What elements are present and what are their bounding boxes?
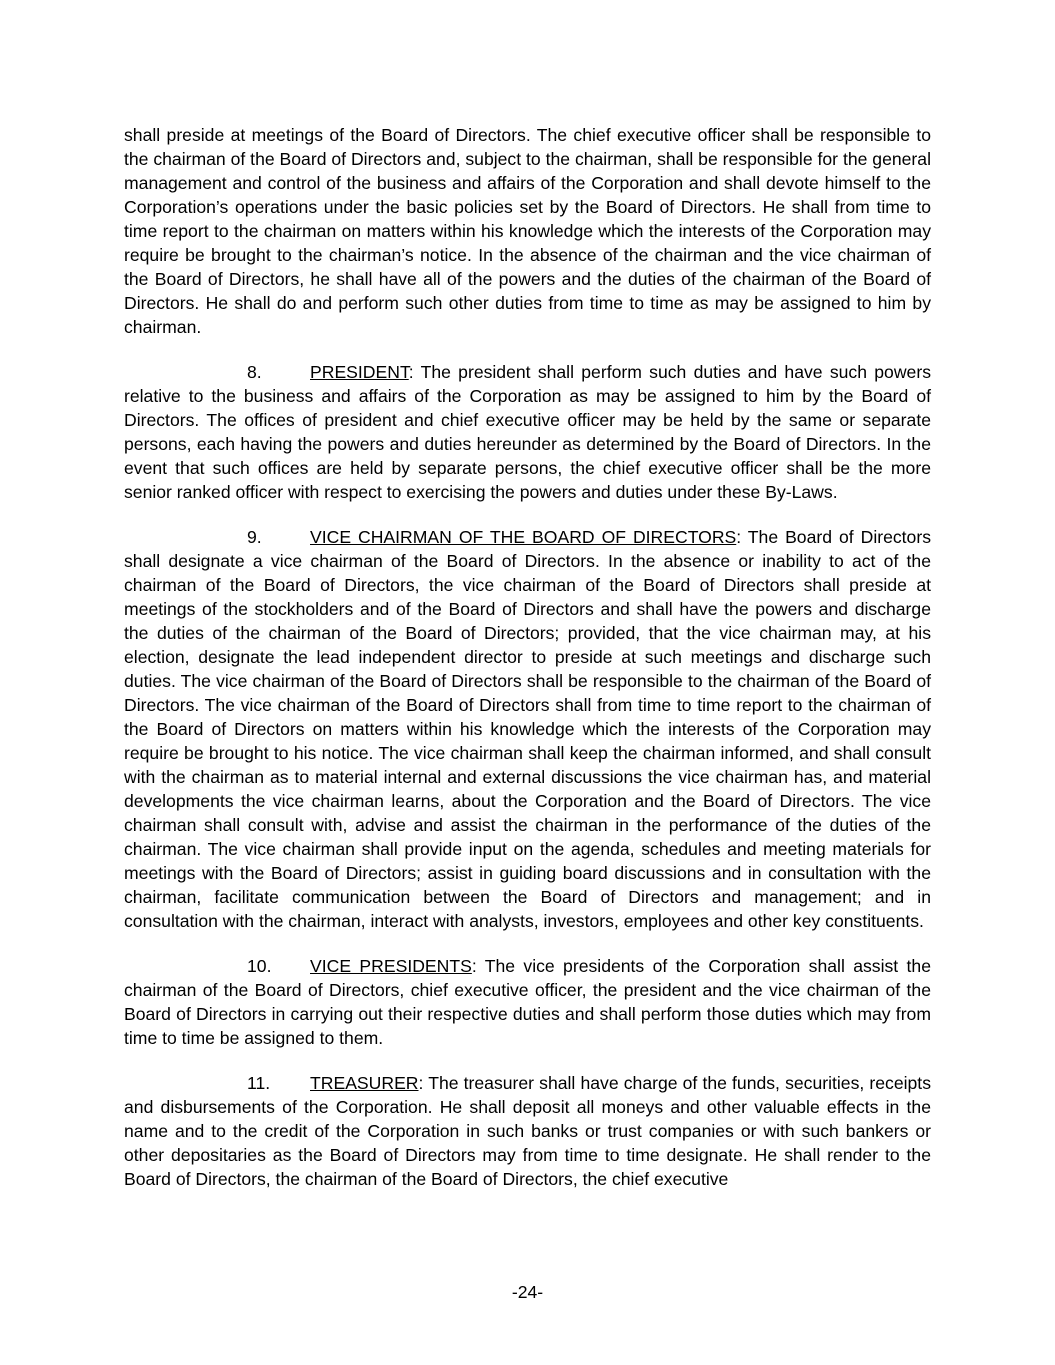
- section-text: : The Board of Directors shall designate a vice chairman of the Board of Directors. In the absence or inability to act of the chairman of the Board of Directors, the vice chairman of the Board of Directors shall preside at meetings of the stockholders and of the Board of Directors and shall have the powers and discharge the duties of the chairman of the Board of Directors; provided, that the vice chairman may, at his election, designate the lead independent director to preside at such meetings and discharge such duties. The vice chairman of the Board of Directors shall be responsible to the chairman of the Board of Directors. The vice chairman of the Board of Directors shall from time to time report to the chairman of the Board of Directors on matters within his knowledge which the interests of the Corporation may require be brought to his notice. The vice chairman shall keep the chairman informed, and shall consult with the chairman as to material internal and external discussions the vice chairman has, and material developments the vice chairman learns, about the Corporation and the Board of Directors. The vice chairman shall consult with, advise and assist the chairman in the performance of the duties of the chairman. The vice chairman shall provide input on the agenda, schedules and meeting materials for meetings with the Board of Directors; assist in guiding board discussions and in consultation with the chairman, facilitate communication between the Board of Directors and management; and in consultation with the chairman, interact with analysts, investors, employees and other key constituents.: [124, 527, 931, 931]
- section-heading: VICE PRESIDENTS: [310, 956, 472, 976]
- section-vice-chairman: [124, 525, 931, 933]
- section-number: 9.: [247, 527, 262, 547]
- section-text: : The vice presidents of the Corporation shall assist the chairman of the Board of Directors, chief executive officer, the president and the vice chairman of the Board of Directors in carrying out their respective duties and shall perform those duties which may from time to time be assigned to them.: [124, 956, 931, 1048]
- section-text: : The treasurer shall have charge of the funds, securities, receipts and disbursements of the Corporation. He shall deposit all moneys and other valuable effects in the name and to the credit of the Corporation in such banks or trust companies or with such bankers or other depositaries as the Board of Directors may from time to time designate. He shall render to the Board of Directors, the chairman of the Board of Directors, the chief executive: [124, 1073, 931, 1189]
- page-number: -24-: [511, 1282, 544, 1302]
- section-treasurer: [124, 1071, 931, 1191]
- section-heading: TREASURER: [310, 1073, 419, 1093]
- section-number: 10.: [247, 956, 272, 976]
- section-vice-presidents: [124, 954, 931, 1050]
- intro-paragraph: shall preside at meetings of the Board of Directors. The chief executive officer shall be responsible to the chairman of the Board of Directors and, subject to the chairman, shall be responsible for the general management and control of the business and affairs of the Corporation and shall devote himself to the Corporation’s operations under the basic policies set by the Board of Directors. He shall from time to time report to the chairman on matters within his knowledge which the interests of the Corporation may require be brought to the chairman’s notice. In the absence of the chairman and the vice chairman of the Board of Directors, he shall have all of the powers and the duties of the chairman of the Board of Directors. He shall do and perform such other duties from time to time as may be assigned to him by chairman.: [124, 125, 931, 337]
- section-number: 11.: [247, 1073, 271, 1093]
- section-text: : The president shall perform such duties and have such powers relative to the business and affairs of the Corporation as may be assigned to him by the Board of Directors. The offices of president and chief executive officer may be held by the same or separate persons, each having the powers and duties hereunder as determined by the Board of Directors. In the event that such offices are held by separate persons, the chief executive officer shall be the more senior ranked officer with respect to exercising the powers and duties under these By-Laws.: [124, 362, 931, 502]
- section-number: 8.: [247, 362, 262, 382]
- document-body: [124, 123, 931, 1212]
- section-heading: PRESIDENT: [310, 362, 409, 382]
- section-president: [124, 360, 931, 504]
- section-heading: VICE CHAIRMAN OF THE BOARD OF DIRECTORS: [310, 527, 737, 547]
